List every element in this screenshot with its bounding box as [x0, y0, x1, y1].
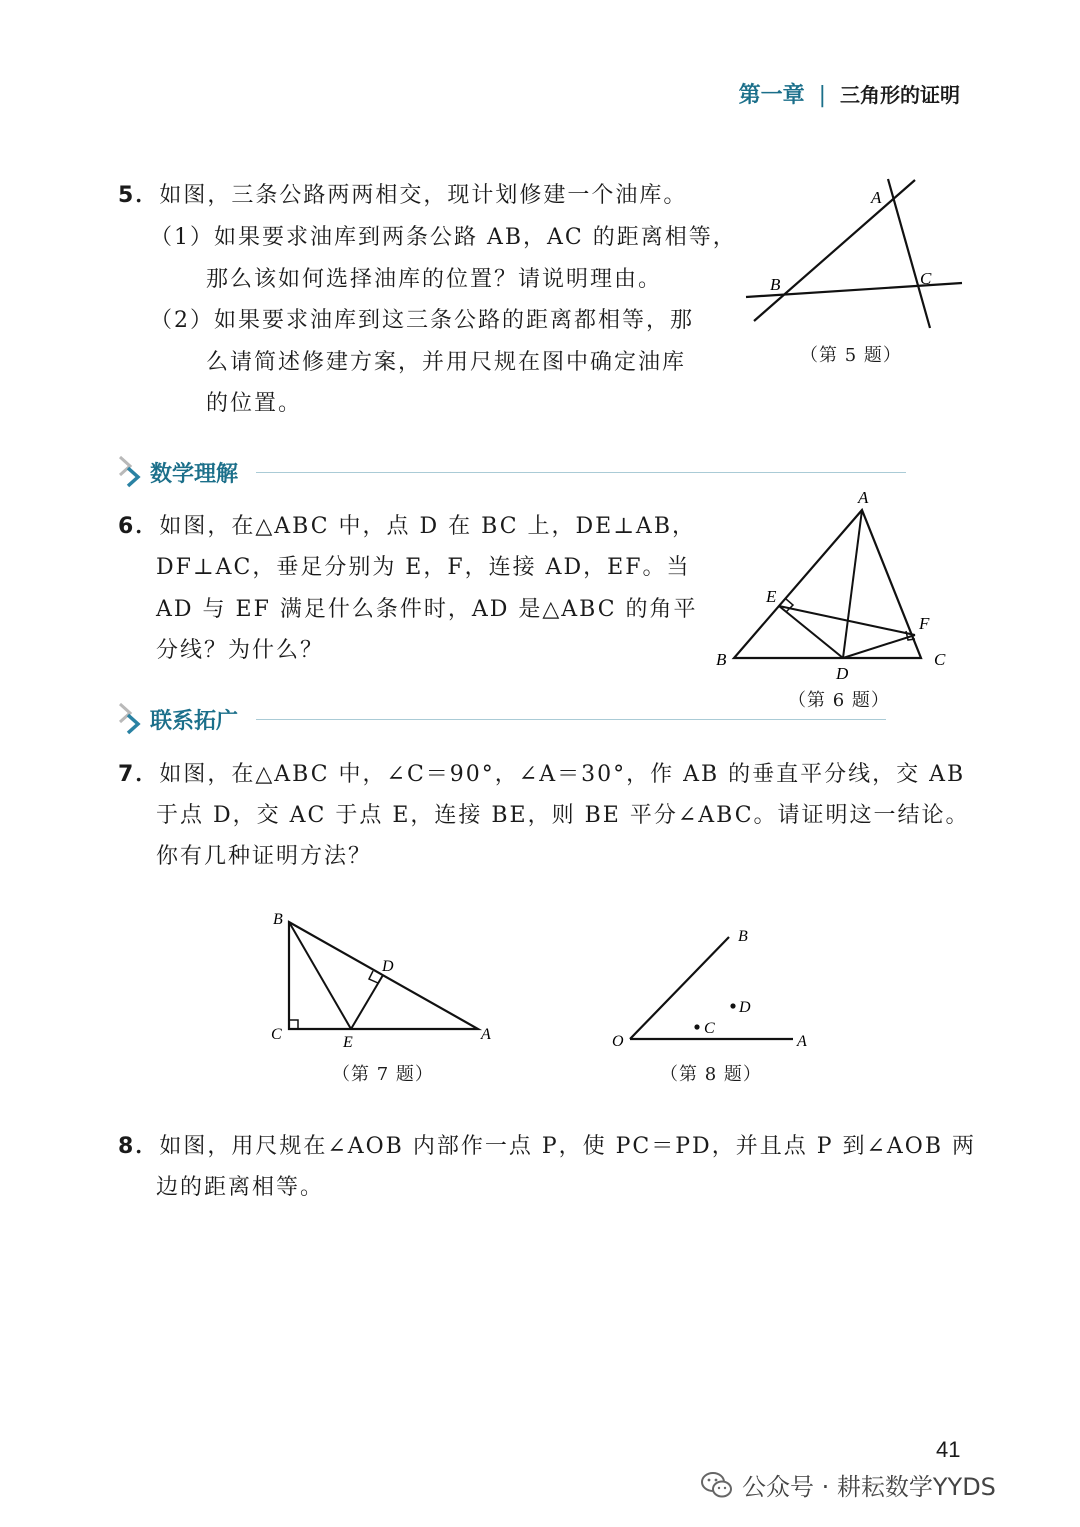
figure6-caption: （第 6 题） — [788, 690, 890, 711]
problem8-number: 8． — [118, 1134, 160, 1159]
section-title: 联系拓广 — [150, 708, 239, 734]
label-a: A — [871, 188, 882, 207]
problem6-line-4: 分线？为什么？ — [156, 638, 325, 663]
section-rule — [256, 472, 906, 473]
chapter-title: 三角形的证明 — [840, 83, 960, 107]
problem7-number: 7． — [118, 762, 160, 787]
problem8-line-1: 8．如图，用尺规在∠AOB 内部作一点 P，使 PC＝PD，并且点 P 到∠AOB 两 — [118, 1134, 977, 1159]
segment-ad — [843, 510, 862, 658]
label-f: F — [919, 614, 930, 633]
segment-be — [289, 922, 351, 1029]
watermark-text: 公众号 · 耕耘数学YYDS — [742, 1473, 996, 1501]
section-title: 数学理解 — [150, 461, 239, 487]
label-c: C — [271, 1026, 282, 1043]
section-chevron-icon — [118, 702, 146, 736]
section-rule — [256, 719, 886, 720]
label-a: A — [858, 488, 869, 507]
label-d: D — [382, 958, 394, 975]
label-b: B — [273, 911, 283, 928]
problem6-line-1: 6．如图，在△ABC 中，点 D 在 BC 上，DE⊥AB， — [118, 514, 696, 539]
problem6-number: 6． — [118, 514, 160, 539]
problem6-line-3: AD 与 EF 满足什么条件时，AD 是△ABC 的角平 — [156, 597, 698, 622]
problem5-line-6: 的位置。 — [206, 391, 303, 416]
problem5-line-1: 5．如图，三条公路两两相交，现计划修建一个油库。 — [118, 183, 688, 208]
chapter-header — [739, 78, 960, 109]
section-chevron-icon — [118, 455, 146, 489]
figure7-right-triangle-diagram — [265, 905, 505, 1050]
section-math-understanding — [118, 455, 906, 489]
label-c: C — [704, 1020, 715, 1037]
right-angle-c — [289, 1020, 298, 1029]
problem6-line-2: DF⊥AC，垂足分别为 E，F，连接 AD，EF。当 — [156, 555, 691, 580]
label-b: B — [738, 928, 748, 945]
problem5-line-3: 那么该如何选择油库的位置？请说明理由。 — [206, 267, 663, 292]
section-connections — [118, 702, 886, 736]
label-e: E — [766, 587, 777, 606]
figure7-caption: （第 7 题） — [332, 1064, 434, 1085]
watermark — [700, 1467, 996, 1502]
figure5-caption: （第 5 题） — [800, 345, 902, 366]
problem5-line-2: （1）如果要求油库到两条公路 AB，AC 的距离相等， — [150, 225, 737, 250]
problem8-line-2: 边的距离相等。 — [156, 1175, 325, 1200]
problem7-line-3: 你有几种证明方法？ — [156, 844, 373, 869]
label-e: E — [343, 1034, 353, 1050]
header-separator: | — [818, 83, 826, 108]
problem5-number: 5． — [118, 183, 160, 208]
problem5-line-5: 么请简述修建方案，并用尺规在图中确定油库 — [206, 350, 687, 375]
label-o: O — [612, 1033, 624, 1050]
figure6-triangle-diagram — [710, 485, 960, 685]
figure8-caption: （第 8 题） — [660, 1064, 762, 1085]
label-a: A — [797, 1033, 807, 1050]
problem7-line-2: 于点 D，交 AC 于点 E，连接 BE，则 BE 平分∠ABC。请证明这一结论。 — [156, 803, 970, 828]
page-number: 41 — [936, 1437, 961, 1462]
segment-df — [843, 635, 915, 658]
figure5-roads-diagram — [740, 170, 970, 335]
triangle-abc — [734, 510, 921, 658]
point-c — [694, 1024, 699, 1029]
wechat-icon — [700, 1470, 734, 1500]
point-d — [730, 1003, 735, 1008]
label-c: C — [934, 650, 946, 669]
label-b: B — [716, 650, 727, 669]
label-c: C — [920, 269, 932, 288]
chapter-label: 第一章 — [738, 83, 805, 108]
label-b: B — [770, 275, 781, 294]
label-a: A — [481, 1026, 491, 1043]
label-d: D — [836, 664, 849, 683]
road-ab — [754, 180, 915, 321]
label-d: D — [739, 999, 751, 1016]
figure8-angle-diagram — [605, 920, 845, 1055]
problem5-line-4: （2）如果要求油库到这三条公路的距离都相等，那 — [150, 308, 694, 333]
segment-de — [351, 975, 383, 1029]
road-ac — [888, 179, 930, 328]
right-angle-e — [786, 599, 793, 612]
problem7-line-1: 7．如图，在△ABC 中，∠C＝90°，∠A＝30°，作 AB 的垂直平分线，交 AB — [118, 762, 966, 787]
